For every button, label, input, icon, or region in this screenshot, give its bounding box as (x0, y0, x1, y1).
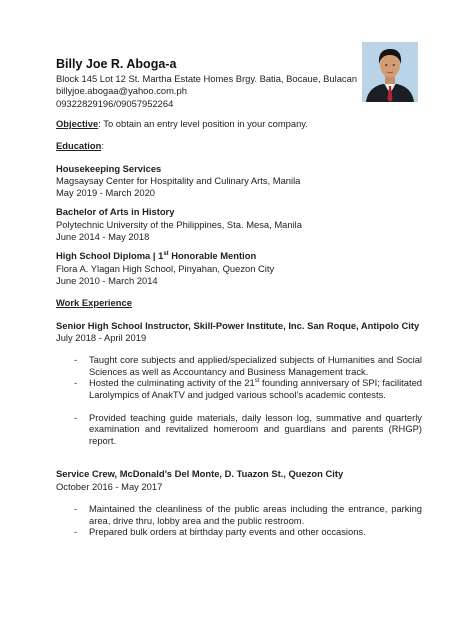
job-title: Senior High School Instructor, Skill-Power Institute, Inc. San Roque, Antipolo City (56, 319, 420, 331)
job-duty-text: Provided teaching guide materials, daily lesson log, summative and quarterly examination and revitalized homeroom and guardians and parents (RHGP) report. (89, 411, 422, 446)
education-heading-colon: : (101, 140, 104, 152)
education-dates: June 2014 - May 2018 (56, 231, 150, 243)
education-heading-text: Education (56, 140, 102, 152)
education-school: Polytechnic University of the Philippines, Sta. Mesa, Manila (56, 218, 302, 230)
job-dates: October 2016 - May 2017 (56, 480, 163, 492)
education-heading (56, 140, 422, 152)
bullet-marker: - (74, 354, 78, 366)
education-title: Housekeeping Services (56, 162, 162, 174)
resume-body (56, 118, 422, 538)
job-duty-item (74, 412, 422, 447)
objective-text: : To obtain an entry level position in your company. (98, 118, 308, 129)
education-title (56, 250, 422, 262)
job-duty-text: founding anniversary of SPI; facilitated Larolympics of AnakTV and judged various school’s academic contests. (89, 377, 423, 400)
ordinal-suffix: st (163, 251, 169, 258)
job-entry (56, 320, 422, 447)
education-dates: June 2010 - March 2014 (56, 274, 158, 286)
job-duty-item (74, 354, 422, 377)
resume-header (56, 57, 356, 110)
education-title: Bachelor of Arts in History (56, 206, 175, 218)
bullet-marker: - (74, 526, 78, 538)
education-title-part: Honorable Mention (168, 250, 257, 262)
applicant-name: Billy Joe R. Aboga-a (56, 57, 177, 71)
bullet-marker: - (74, 411, 78, 423)
education-title-part: High School Diploma | 1 (56, 250, 164, 262)
profile-photo-graphic (362, 42, 418, 102)
address-line: Block 145 Lot 12 St. Martha Estate Homes Brgy. Batia, Bocaue, Bulacan (56, 73, 358, 84)
job-duty-text: Taught core subjects and applied/specialized subjects of Humanities and Social Sciences as well as Accountancy and Business Management track. (89, 354, 422, 377)
job-duty-item (74, 503, 422, 526)
ordinal-suffix: st (254, 378, 260, 385)
job-dates: July 2018 - April 2019 (56, 331, 147, 343)
education-item (56, 206, 422, 243)
job-duties-list (74, 354, 422, 446)
education-dates: May 2019 - March 2020 (56, 187, 156, 199)
job-duty-item (74, 377, 422, 400)
job-duty-text: Hosted the culminating activity of the 21 (89, 377, 255, 389)
objective-label: Objective (56, 118, 99, 129)
bullet-marker: - (74, 502, 78, 514)
job-duties-list (74, 503, 422, 538)
education-item (56, 163, 422, 200)
objective-line (56, 118, 422, 130)
job-duty-item (74, 526, 422, 538)
profile-photo (362, 42, 418, 102)
job-duty-text: Maintained the cleanliness of the public areas including the entrance, parking area, drive thru, lobby area and the public restroom. (89, 502, 422, 526)
education-school: Magsaysay Center for Hospitality and Culinary Arts, Manila (56, 174, 301, 186)
education-school: Flora A. Ylagan High School, Pinyahan, Quezon City (56, 262, 275, 274)
job-duty-text: Prepared bulk orders at birthday party events and other occasions. (89, 526, 366, 538)
education-item (56, 250, 422, 287)
email-line: billyjoe.abogaa@yahoo.com.ph (56, 85, 187, 97)
work-experience-heading: Work Experience (56, 297, 132, 309)
bullet-marker: - (74, 377, 78, 389)
job-entry (56, 468, 422, 537)
job-title: Service Crew, McDonald’s Del Monte, D. Tuazon St., Quezon City (56, 468, 344, 480)
phone-line: 09322829196/09057952264 (56, 97, 174, 109)
